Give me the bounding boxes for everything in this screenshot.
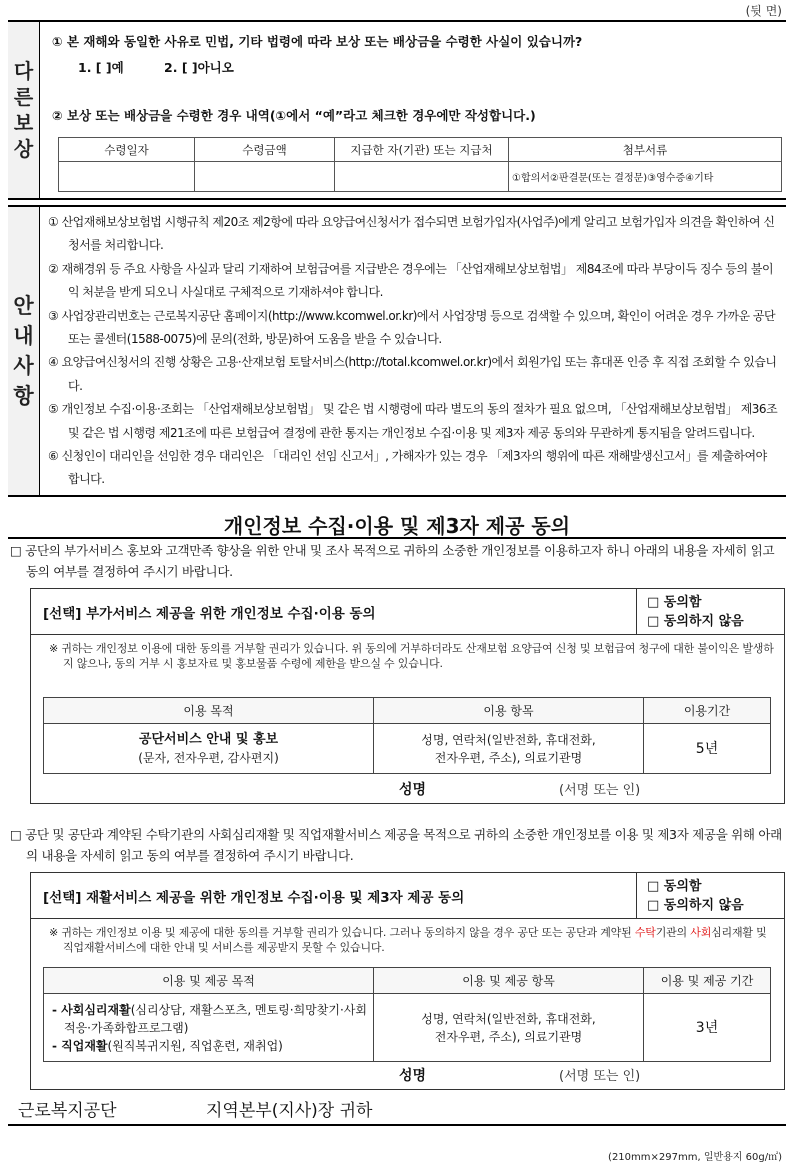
header-payer: 지급한 자(기관) 또는 지급처 xyxy=(335,138,509,162)
divider xyxy=(8,537,786,539)
cell-attachments[interactable]: ①합의서②판결문(또는 결정문)③영수증④기타 xyxy=(509,162,782,192)
header-date: 수령일자 xyxy=(59,138,195,162)
question-1: ① 본 재해와 동일한 사유로 민법, 기타 법령에 따라 보상 또는 배상금을 수령한 사실이 있습니까? xyxy=(52,34,583,49)
notice-item: ① 산업재해보상보험법 시행규칙 제20조 제2항에 따라 요양급여신청서가 접수되면 보험가입자(사업주)에게 알리고 보험가입자 의견을 확인하여 신청서를 처리합니다. xyxy=(48,215,775,253)
side-char: 상 xyxy=(13,137,34,161)
footer xyxy=(8,1101,786,1130)
header-items: 이용 항목 xyxy=(374,698,644,724)
consent-warning: ※ 귀하는 개인정보 이용에 대한 동의를 거부할 권리가 있습니다. 위 동의에 거부하더라도 산재보험 요양급여 신청 및 보험급여 청구에 대한 불이익은 발생하지 않으나, 동의 거부 시 홍보자료 및 홍보물품 수령에 제한을 받으실 수 있습니다. xyxy=(49,642,774,670)
paper-spec: (210mm×297mm, 일반용지 60g/㎡) xyxy=(608,1152,782,1163)
consent-title: 개인정보 수집·이용 및 제3자 제공 동의 xyxy=(223,514,571,538)
consent-heading: [선택] 재활서비스 제공을 위한 개인정보 수집·이용 및 제3자 제공 동의 xyxy=(43,890,465,906)
items-line: 성명, 연락처(일반전화, 휴대전화, xyxy=(421,1011,596,1026)
purpose-detail: (원직복귀지원, 직업훈련, 재취업) xyxy=(107,1038,283,1053)
purpose-detail: (심리상담, 재활스포츠, 멘토링·희망찾기·사회적응·가족화합프로그램) xyxy=(64,1002,367,1035)
signature-hint[interactable]: (서명 또는 인) xyxy=(559,783,641,798)
consent-choices xyxy=(636,873,784,919)
consent-header xyxy=(31,589,784,635)
consent-warning xyxy=(31,919,784,955)
header-amount: 수령금액 xyxy=(195,138,335,162)
other-compensation-section xyxy=(8,20,786,200)
section-side-title xyxy=(8,207,40,495)
usage-table xyxy=(43,697,771,774)
section-side-title xyxy=(8,22,40,198)
notice-item: ④ 요양급여신청서의 진행 상황은 고용·산재보험 토탈서비스(http://total.kcomwel.or.kr)에서 회원가입 또는 휴대폰 인증 후 직접 조회할 수 있습니다. xyxy=(48,355,777,393)
warning-text: 심리재활 및 직업재활서비스에 대한 안내 및 서비스를 제공받지 못할 수 있습니다. xyxy=(63,926,767,954)
notice-list xyxy=(48,211,780,492)
consent-box-rehab-services xyxy=(30,872,785,1090)
purpose-label: - 직업재활 xyxy=(52,1038,108,1053)
consent-intro-2 xyxy=(10,824,785,866)
consent-intro-1 xyxy=(10,540,785,582)
signature-name-label: 성명 xyxy=(399,1068,427,1084)
cell-amount[interactable] xyxy=(195,162,335,192)
notice-item: ② 재해경위 등 주요 사항을 사실과 달리 기재하여 보험급여를 지급받은 경우에는 「산업재해보상보험법」 제84조에 따라 부당이득 징수 등의 불이익 처분을 받게 되오니 사실대로 구체적으로 기재하셔야 합니다. xyxy=(48,261,774,300)
question-2: ② 보상 또는 배상금을 수령한 경우 내역(①에서 “예”라고 체크한 경우에만 작성합니다.) xyxy=(52,108,536,123)
header-period: 이용 및 제공 기간 xyxy=(644,968,771,994)
notice-item: ⑥ 신청인이 대리인을 선임한 경우 대리인은 「대리인 선임 신고서」, 가해자가 있는 경우 「제3자의 행위에 따른 재해발생신고서」를 제출하여야 합니다. xyxy=(48,449,767,487)
agree-checkbox[interactable]: □ 동의함 xyxy=(647,595,702,610)
cell-purpose xyxy=(44,994,374,1062)
disagree-checkbox[interactable]: □ 동의하지 않음 xyxy=(647,898,744,913)
cell-items xyxy=(374,724,644,774)
warning-text: 기관의 xyxy=(655,926,691,939)
purpose-label: - 사회심리재활 xyxy=(52,1002,131,1017)
side-char: 안 xyxy=(13,294,34,318)
consent-heading: [선택] 부가서비스 제공을 위한 개인정보 수집·이용 동의 xyxy=(43,606,376,622)
option-yes[interactable]: 1. [ ]예 xyxy=(78,60,124,75)
header-items: 이용 및 제공 항목 xyxy=(374,968,644,994)
intro-text: □ 공단 및 공단과 계약된 수탁기관의 사회심리재활 및 직업재활서비스 제공을 목적으로 귀하의 소중한 개인정보를 이용 및 제3자 제공을 위해 아래의 내용을 자세히 읽고 동의 여부를 결정하여 주시기 바랍니다. xyxy=(10,827,782,863)
side-char: 른 xyxy=(13,85,34,109)
agree-checkbox[interactable]: □ 동의함 xyxy=(647,879,702,894)
items-line: 전자우편, 주소), 의료기관명 xyxy=(434,1029,583,1044)
cell-purpose xyxy=(44,724,374,774)
purpose-sub: (문자, 전자우편, 감사편지) xyxy=(138,750,279,765)
organization-name: 근로복지공단 xyxy=(18,1101,117,1121)
cell-items xyxy=(374,994,644,1062)
items-line: 전자우편, 주소), 의료기관명 xyxy=(434,750,583,765)
intro-text: □ 공단의 부가서비스 홍보와 고객만족 향상을 위한 안내 및 조사 목적으로 귀하의 소중한 개인정보를 이용하고자 하니 아래의 내용을 자세히 읽고 동의 여부를 결정하여 주시기 바랍니다. xyxy=(10,543,775,579)
signature-name-label: 성명 xyxy=(399,782,427,798)
disagree-checkbox[interactable]: □ 동의하지 않음 xyxy=(647,614,744,629)
header-purpose: 이용 목적 xyxy=(44,698,374,724)
header-attachments: 첨부서류 xyxy=(509,138,782,162)
items-line: 성명, 연락처(일반전화, 휴대전화, xyxy=(421,732,596,747)
purpose-main: 공단서비스 안내 및 홍보 xyxy=(138,731,279,747)
side-char: 내 xyxy=(13,324,34,348)
page-side-label: (뒷 면) xyxy=(745,4,782,18)
cell-period: 3년 xyxy=(644,994,771,1062)
side-char: 다 xyxy=(13,59,34,83)
consent-box-extra-services xyxy=(30,588,785,804)
notice-item: ⑤ 개인정보 수집·이용·조회는 「산업재해보상보험법」 및 같은 법 시행령에 따라 별도의 동의 절차가 필요 없으며, 「산업재해보상보험법」 제36조 및 같은 법 시행령 제21조에 따른 보험급여 결정에 관한 통지는 개인정보 수집·이용 및 제3자 제공 동의와 무관하게 통지됨을 알려드립니다. xyxy=(48,402,778,440)
option-no[interactable]: 2. [ ]아니오 xyxy=(164,60,234,75)
header-purpose: 이용 및 제공 목적 xyxy=(44,968,374,994)
cell-payer[interactable] xyxy=(335,162,509,192)
warning-highlight: 사회 xyxy=(690,926,712,939)
warning-highlight: 수탁 xyxy=(634,926,656,939)
warning-text: ※ 귀하는 개인정보 이용 및 제공에 대한 동의를 거부할 권리가 있습니다. 그러나 동의하지 않을 경우 공단 또는 공단과 계약된 xyxy=(49,926,635,939)
addressee: 지역본부(지사)장 귀하 xyxy=(206,1101,373,1121)
notice-item: ③ 사업장관리번호는 근로복지공단 홈페이지(http://www.kcomwel.or.kr)에서 사업장명 등으로 검색할 수 있으며, 확인이 어려운 경우 가까운 공단 또는 콜센터(1588-0075)에 문의(전화, 방문)하여 도움을 받을 수 있습니다. xyxy=(48,308,776,347)
consent-choices xyxy=(636,589,784,635)
consent-header xyxy=(31,873,784,919)
notice-section xyxy=(8,205,786,497)
side-char: 보 xyxy=(13,111,34,135)
header-period: 이용기간 xyxy=(644,698,771,724)
question-1-options xyxy=(78,58,270,76)
cell-date[interactable] xyxy=(59,162,195,192)
cell-period: 5년 xyxy=(644,724,771,774)
side-char: 항 xyxy=(13,384,34,408)
usage-table xyxy=(43,967,771,1062)
side-char: 사 xyxy=(13,354,34,378)
compensation-table xyxy=(58,137,782,192)
signature-hint[interactable]: (서명 또는 인) xyxy=(559,1069,641,1084)
